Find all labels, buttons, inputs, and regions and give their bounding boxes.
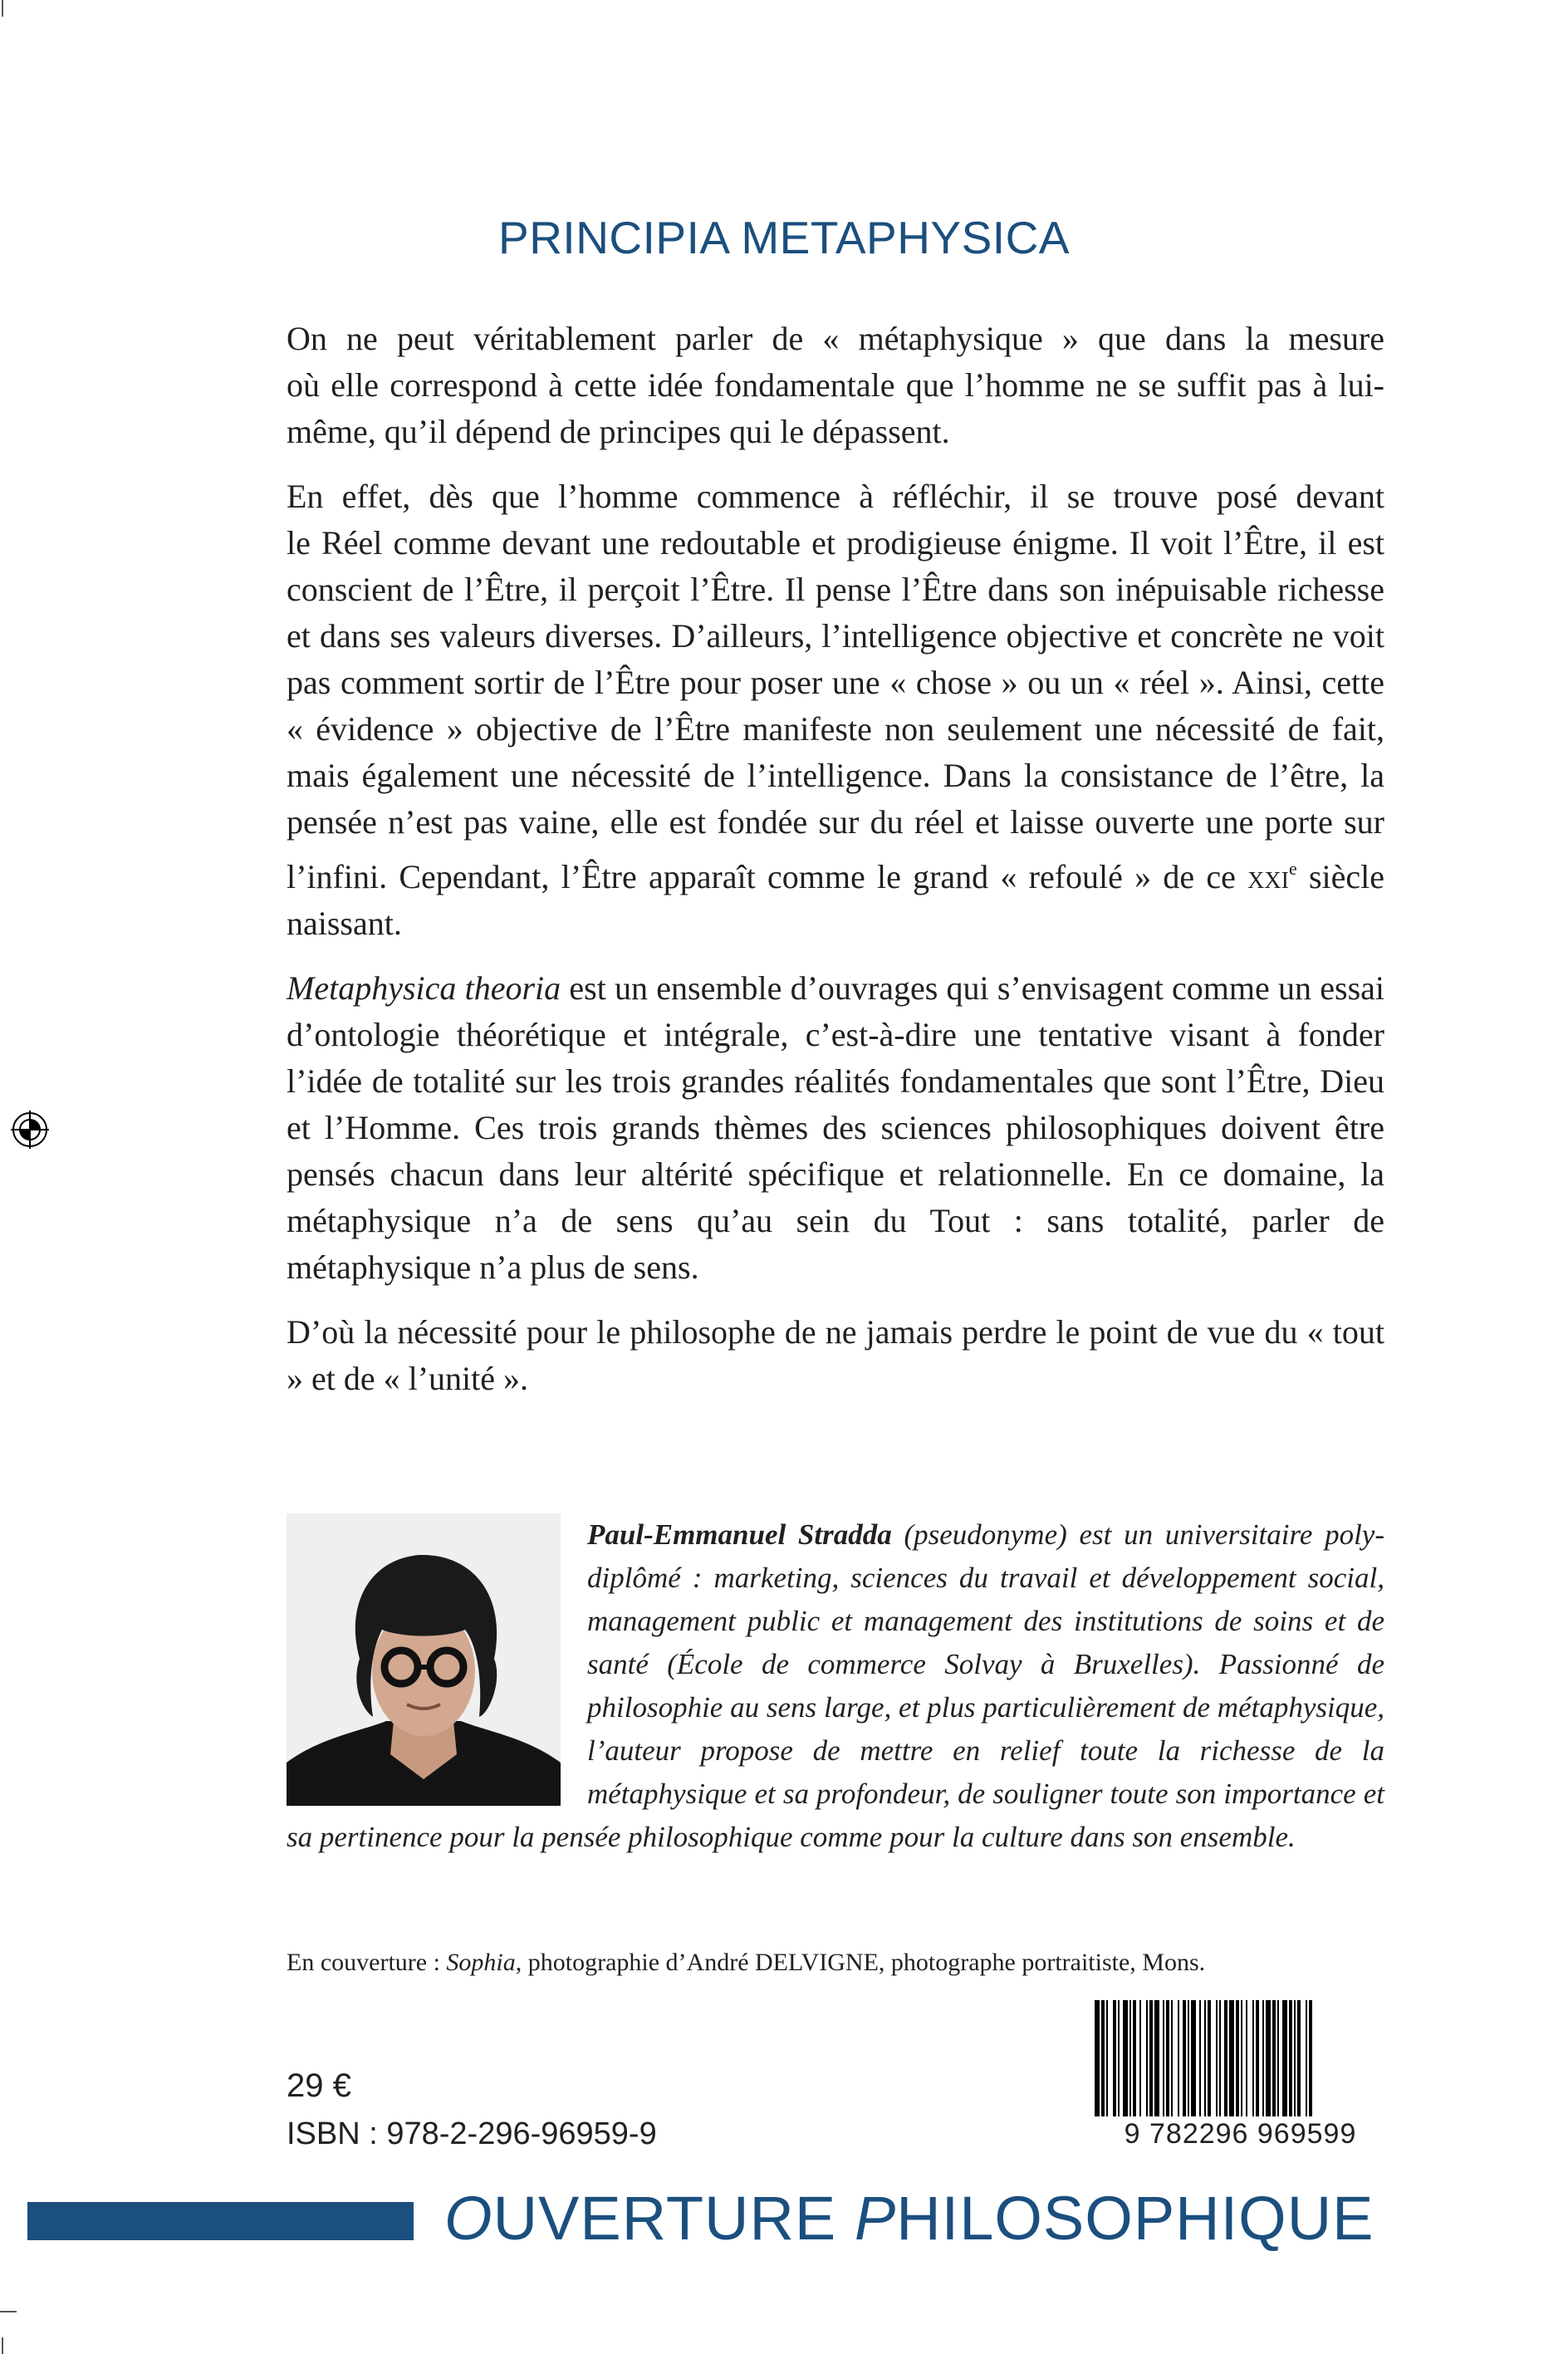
paragraph-2-end: siècle naissant. [287,858,1385,942]
author-name: Paul-Emmanuel Stradda [587,1518,892,1551]
credit-suffix: , photographie d’André DELVIGNE, photographe portraitiste, Mons. [515,1949,1206,1976]
series-name-italic: Metaphysica theoria [287,969,561,1007]
paragraph-1-rest: où elle correspond à cette idée fondamentale que l’homme ne se suffit pas à lui-même, qu’il dépend de principes qui le dépassent. [287,366,1384,450]
isbn: ISBN : 978-2-296-96959-9 [287,2116,657,2151]
credit-prefix: En couverture : [287,1949,447,1976]
paragraph-4: D’où la nécessité pour le philosophe de ne jamais perdre le point de vue du « tout » et de « l’unité ». [287,1313,1384,1397]
crop-mark [2,2337,3,2354]
crop-mark [2,0,3,17]
barcode-digits: 9 782296 969599 [1124,2118,1357,2150]
credit-work: Sophia [446,1949,516,1976]
registration-mark-icon [11,1111,49,1149]
series-word-1: UVERTURE [492,2184,855,2253]
series-initial-o: O [444,2184,493,2253]
paragraph-2-rest: le Réel comme devant une redoutable et prodigieuse énigme. Il voit l’Être, il est conscient de l’Être, il perçoit l’Être. Il pense l’Être dans son inépuisable richesse et dans ses valeurs diverses. D’ailleurs, l’intelligence objective et concrète ne voit pas comment sortir de l’Être pour poser une « chose » ou un « réel ». Ainsi, cette « évidence » objective de l’Être manifeste non seulement une nécessité de fait, mais également une nécessité de l’intelligence. Dans la consistance de l’être, la pensée n’est pas vaine, elle est fondée sur du réel et laisse ouverte une porte sur l’infini. Cependant, l’Être apparaît comme le grand « refoulé » de ce [287,524,1384,895]
author-bio [287,1513,1384,1859]
paragraph-2 [287,473,1384,947]
cover-credit [287,1946,1205,1979]
paragraph-3 [287,965,1384,1291]
price: 29 € [287,2067,351,2104]
series-bar [27,2202,414,2240]
book-title: PRINCIPIA METAPHYSICA [498,212,1070,263]
series-name [444,2183,1374,2254]
series-word-2: HILOSOPHIQUE [896,2184,1374,2253]
series-initial-p: P [854,2184,897,2253]
bio-body: (pseudonyme) est un universitaire poly-diplômé : marketing, sciences du travail et développement social, management public et management des institutions de soins et de santé (École de commerce Solvay à Bruxelles). Passionné de philosophie au sens large, et plus particulièrement de métaphysique, l’auteur propose de mettre en relief toute la richesse de la métaphysique et sa profondeur, de souligner toute son importance et sa pertinence pour la pensée philosophique comme pour la culture dans son ensemble. [287,1518,1384,1853]
paragraph-1-line-1: On ne peut véritablement parler de « métaphysique » que dans la mesure [287,320,1384,357]
century-superscript: e [1288,858,1297,879]
author-photo [287,1513,561,1806]
paragraph-1 [287,316,1384,455]
crop-mark [0,2311,17,2312]
paragraph-2-line-1: En effet, dès que l’homme commence à réfléchir, il se trouve posé devant [287,478,1384,515]
century-numeral: xxi [1247,858,1289,895]
paragraph-3-rest: est un ensemble d’ouvrages qui s’envisagent comme un essai d’ontologie théorétique et intégrale, c’est-à-dire une tentative visant à fonder l’idée de totalité sur les trois grandes réalités fondamentales que sont l’Être, Dieu et l’Homme. Ces trois grands thèmes des sciences philosophiques doivent être pensés chacun dans leur altérité spécifique et relationnelle. En ce domaine, la métaphysique n’a de sens qu’au sein du Tout : sans totalité, parler de métaphysique n’a plus de sens. [287,969,1384,1286]
back-cover-text [287,316,1384,1420]
